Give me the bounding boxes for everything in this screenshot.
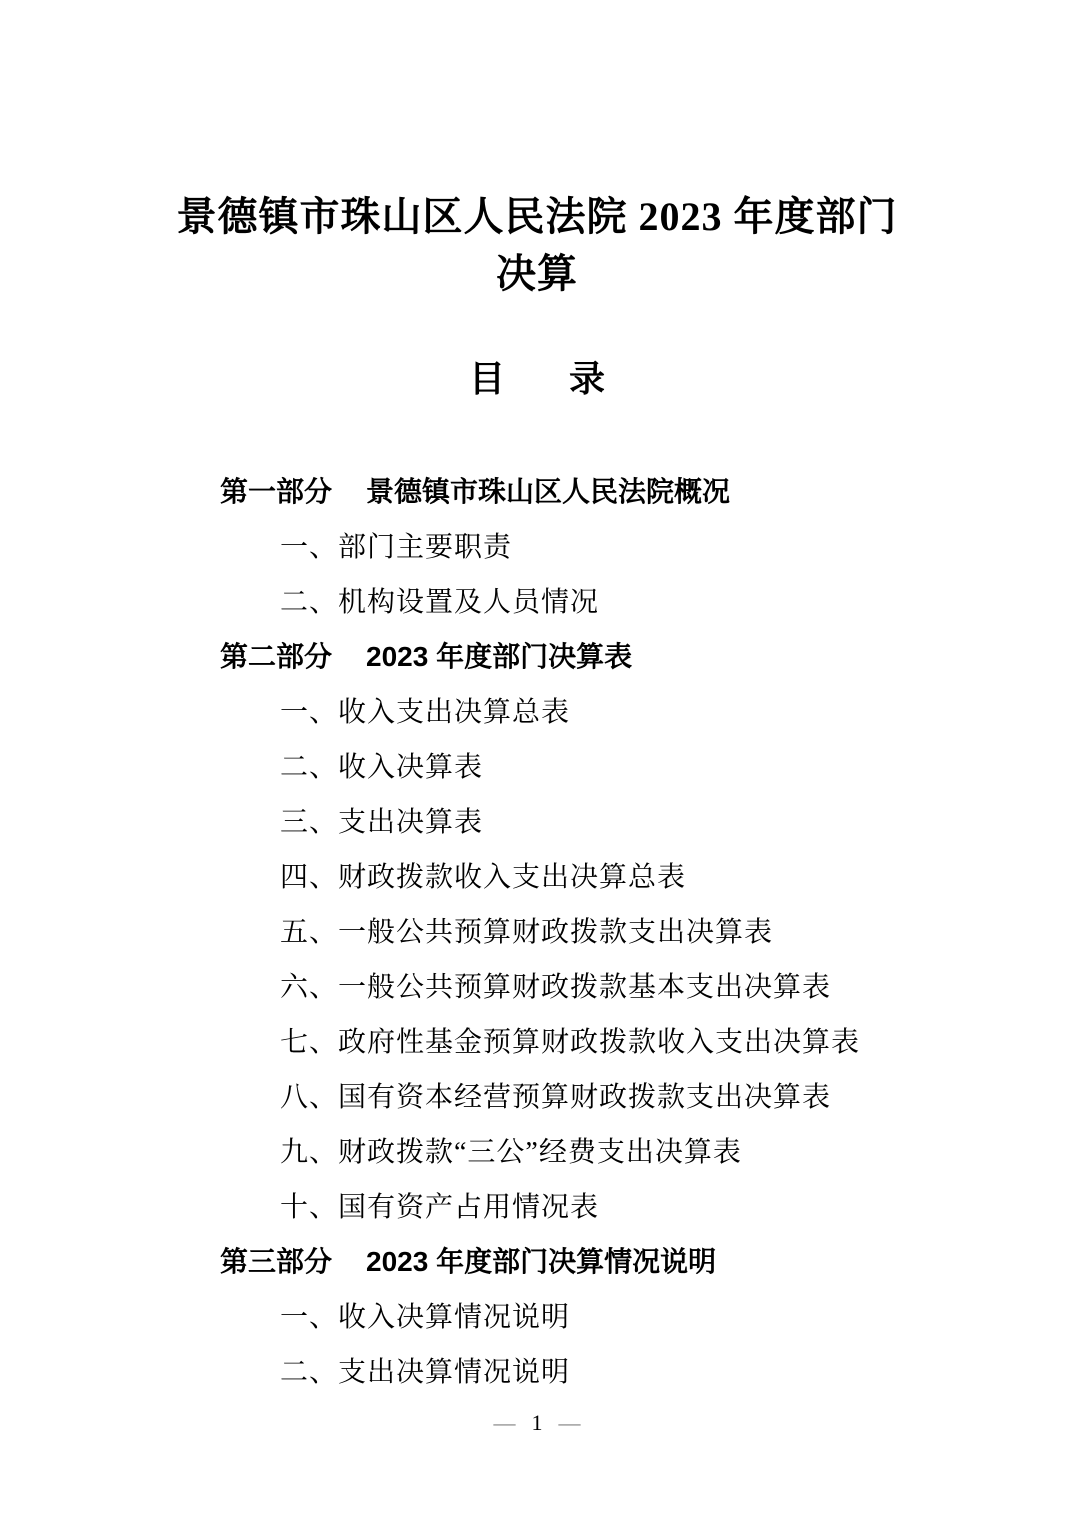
document-title <box>0 188 1074 302</box>
toc-section-1-heading <box>0 462 1074 517</box>
toc-section-2-title: 2023 年度部门决算表 <box>366 640 633 672</box>
toc-item-s1-1: 一、部门主要职责 <box>280 531 513 563</box>
toc-item-s1-2: 二、机构设置及人员情况 <box>280 586 600 618</box>
toc-item-s2-5: 五、一般公共预算财政拨款支出决算表 <box>280 916 774 948</box>
page-footer <box>0 1408 1074 1438</box>
toc-list <box>0 462 1074 1397</box>
toc-section-3-title: 2023 年度部门决算情况说明 <box>366 1245 717 1277</box>
toc-section-2-label: 第二部分 <box>220 640 333 672</box>
footer-dash-left: — <box>493 1410 516 1435</box>
toc-section-1-label: 第一部分 <box>220 475 333 507</box>
document-title-line2: 决算 <box>496 251 578 296</box>
document-title-line1: 景德镇市珠山区人民法院 2023 年度部门 <box>176 194 898 239</box>
toc-item-s2-9: 九、财政拨款“三公”经费支出决算表 <box>280 1136 742 1168</box>
toc-item-s2-7: 七、政府性基金预算财政拨款收入支出决算表 <box>280 1026 861 1058</box>
toc-heading-char1: 目 <box>468 359 505 399</box>
toc-item-s2-6: 六、一般公共预算财政拨款基本支出决算表 <box>280 971 832 1003</box>
toc-item-s2-8: 八、国有资本经营预算财政拨款支出决算表 <box>280 1081 832 1113</box>
toc-section-3-heading <box>0 1232 1074 1287</box>
toc-section-2-heading <box>0 627 1074 682</box>
toc-item-s2-1: 一、收入支出决算总表 <box>280 696 571 728</box>
toc-item-s3-1: 一、收入决算情况说明 <box>280 1301 571 1333</box>
toc-item-s2-3: 三、支出决算表 <box>280 806 484 838</box>
toc-section-3-label: 第三部分 <box>220 1245 333 1277</box>
toc-item-s2-10: 十、国有资产占用情况表 <box>280 1191 600 1223</box>
page-number: 1 <box>531 1410 543 1435</box>
toc-section-1-title: 景德镇市珠山区人民法院概况 <box>366 475 731 507</box>
toc-item-s2-2: 二、收入决算表 <box>280 751 484 783</box>
toc-heading <box>0 357 1074 401</box>
toc-heading-char2: 录 <box>569 359 606 399</box>
footer-dash-right: — <box>558 1410 581 1435</box>
toc-item-s2-4: 四、财政拨款收入支出决算总表 <box>280 861 687 893</box>
toc-item-s3-2: 二、支出决算情况说明 <box>280 1356 571 1388</box>
